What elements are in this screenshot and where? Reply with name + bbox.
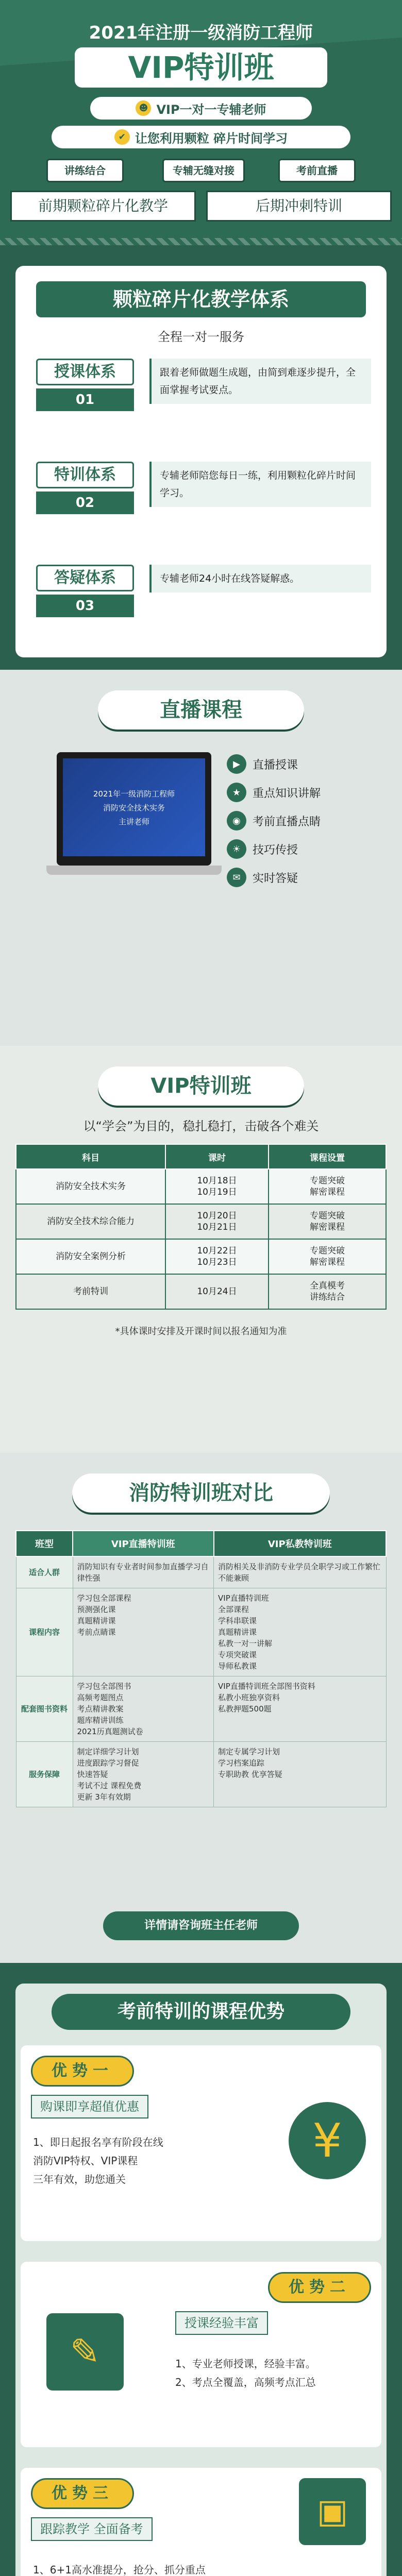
teacher-board-icon: ✎ [46, 2313, 124, 2391]
vip-note: *具体课时安排及开课时间以报名通知为准 [115, 1326, 287, 1337]
screen-line: 消防安全技术实务 [103, 803, 165, 812]
advantage-body [175, 2354, 316, 2392]
live-feature [227, 837, 298, 861]
table-header-row [16, 1531, 386, 1556]
table-cell: 消防安全技术综合能力 [16, 1204, 165, 1239]
table-header: VIP私教特训班 [214, 1531, 386, 1556]
table-cell: 10月18日 10月19日 [165, 1169, 269, 1204]
vip-title: VIP特训班 [98, 1066, 304, 1106]
laptop-screen [63, 758, 205, 856]
live-title: 直播课程 [98, 690, 304, 730]
thumbs-up-icon: ✔ [114, 129, 130, 145]
system-item-name: 特训体系 [36, 462, 134, 488]
table-header: 课时 [165, 1144, 269, 1169]
live-feature-label: 考前直播点睛 [253, 815, 321, 828]
compare-title: 消防特训班对比 [72, 1473, 330, 1513]
advantage-line: 1、专业老师授课，经验丰富。 [175, 2358, 316, 2370]
live-feature [227, 781, 321, 804]
compare-section [0, 1453, 402, 1963]
laptop-illustration [57, 752, 211, 866]
table-cell: 专题突破 解密课程 [269, 1204, 386, 1239]
system-title: 颗粒碎片化教学体系 [36, 281, 366, 317]
star-icon: ★ [227, 783, 246, 802]
row-label: 服务保障 [16, 1742, 73, 1807]
table-header: VIP直播特训班 [73, 1531, 214, 1556]
table-cell: 专题突破 解密课程 [269, 1239, 386, 1274]
system-item-desc: 专辅老师24小时在线答疑解惑。 [149, 565, 371, 592]
hero-stripe [0, 238, 402, 245]
laptop-base [46, 866, 222, 875]
hero-tag: 专辅无缝对接 [162, 159, 245, 182]
live-feature [227, 752, 298, 776]
table-row [16, 1556, 386, 1588]
row-label: 课程内容 [16, 1588, 73, 1676]
advantage-tag: 优势三 [31, 2478, 134, 2509]
teaching-system-section [0, 245, 402, 670]
table-header-row [16, 1144, 386, 1169]
table-cell: 制定详细学习计划 进度跟踪学习督促 快速答疑 考试不过 课程免费 更新 3年有效期 [73, 1742, 214, 1807]
table-row [16, 1588, 386, 1676]
vip-subtitle: 以“学会”为目的，稳扎稳打，击破各个难关 [83, 1119, 319, 1133]
system-subtitle: 全程一对一服务 [158, 330, 244, 344]
advantage-item [21, 2468, 381, 2576]
advantages-title: 考前特训的课程优势 [52, 1994, 350, 2030]
advantage-subtitle: 跟踪教学 全面备考 [31, 2517, 153, 2541]
advantage-line: 消防VIP特权、VIP课程 [33, 2155, 138, 2167]
hero-tag: 讲练结合 [46, 159, 124, 182]
advantage-line: 1、6+1高水准提分，抢分、抓分重点 [33, 2564, 206, 2576]
system-item-name: 授课体系 [36, 359, 134, 385]
advantage-item [21, 2262, 381, 2447]
table-cell: 考前特训 [16, 1274, 165, 1309]
table-cell: 学习包全部课程 预测强化课 真题精讲课 考前点睛课 [73, 1588, 214, 1676]
system-item [36, 565, 371, 626]
classroom-icon: ▣ [299, 2478, 366, 2545]
hero-pill-teacher [90, 97, 312, 120]
hero-box: 后期冲刺特训 [206, 191, 392, 222]
lightbulb-icon: ☀ [227, 839, 246, 859]
play-icon: ▶ [227, 754, 246, 774]
hero-pill-teacher-text: VIP一对一专辅老师 [156, 102, 266, 117]
table-cell: 10月22日 10月23日 [165, 1239, 269, 1274]
table-row [16, 1742, 386, 1807]
hero-pill-time [52, 126, 350, 148]
hero-pill-time-text: 让您利用颗粒 碎片时间学习 [135, 131, 288, 146]
advantage-subtitle: 授课经验丰富 [175, 2311, 268, 2335]
hero-tag: 考前直播 [278, 159, 356, 182]
table-cell: 全真模考 讲练结合 [269, 1274, 386, 1309]
advantage-body [33, 2561, 368, 2576]
table-cell: VIP直播特训班全部图书资料 私教小班独享资料 私教押题500题 [214, 1676, 386, 1742]
table-cell: 专题突破 解密课程 [269, 1169, 386, 1204]
table-row [16, 1239, 386, 1274]
table-header: 科目 [16, 1144, 165, 1169]
table-header: 课程设置 [269, 1144, 386, 1169]
table-row [16, 1169, 386, 1204]
system-item-desc: 跟着老师做题生成题，由简到难逐步提升，全面掌握考试要点。 [149, 359, 371, 404]
chat-icon: ✉ [227, 868, 246, 887]
system-item-name: 答疑体系 [36, 565, 134, 591]
table-cell: VIP直播特训班 全部课程 学科串联课 真题精讲课 私教一对一讲解 专项突破课 导师私教课 [214, 1588, 386, 1676]
advantage-tag: 优势一 [31, 2056, 134, 2087]
hero-super-title: 2021年注册一级消防工程师 [89, 23, 313, 43]
table-cell: 消防相关及非消防专业学员全职学习或工作繁忙不能兼顾 [214, 1556, 386, 1588]
vip-section [0, 1046, 402, 1453]
hero-title: VIP特训班 [75, 47, 327, 88]
system-item-desc: 专辅老师陪您每日一练，利用颗粒化碎片时间学习。 [149, 462, 371, 507]
screen-line: 2021年一级消防工程师 [93, 789, 175, 799]
advantage-line: 1、即日起报名享有阶段在线 [33, 2136, 163, 2148]
advantage-tag: 优势二 [268, 2272, 371, 2303]
system-item [36, 462, 371, 523]
table-cell: 消防知识有专业者时间参加直播学习自律性强 [73, 1556, 214, 1588]
consult-teacher-button[interactable]: 详情请咨询班主任老师 [103, 1911, 299, 1940]
target-icon: ◉ [227, 811, 246, 831]
system-item-num: 03 [36, 595, 134, 617]
advantage-body [33, 2133, 163, 2189]
live-feature [227, 809, 321, 833]
table-cell: 10月20日 10月21日 [165, 1204, 269, 1239]
system-item-num: 02 [36, 492, 134, 514]
system-item-num: 01 [36, 388, 134, 411]
compare-table [15, 1530, 387, 1807]
system-card [15, 266, 387, 657]
yuan-coin-icon: ¥ [289, 2102, 366, 2179]
live-feature-label: 技巧传授 [253, 843, 298, 857]
row-label: 配套图书资料 [16, 1676, 73, 1742]
hero-box: 前期颗粒碎片化教学 [10, 191, 196, 222]
advantage-line: 三年有效，助您通关 [33, 2173, 126, 2185]
system-item [36, 359, 371, 420]
screen-line: 主讲老师 [118, 817, 149, 826]
advantage-item [21, 2045, 381, 2241]
table-row [16, 1676, 386, 1742]
row-label: 适合人群 [16, 1556, 73, 1588]
teacher-icon: ☻ [136, 100, 151, 116]
live-feature [227, 866, 298, 889]
live-feature-label: 实时答疑 [253, 872, 298, 885]
live-course-section [0, 670, 402, 1046]
vip-schedule-table [15, 1144, 387, 1310]
live-feature-label: 直播授课 [253, 758, 298, 772]
table-cell: 消防安全技术实务 [16, 1169, 165, 1204]
table-header: 班型 [16, 1531, 73, 1556]
advantage-line: 2、考点全覆盖，高频考点汇总 [175, 2376, 316, 2388]
table-cell: 制定专属学习计划 学习档案追踪 专职助教 优享答疑 [214, 1742, 386, 1807]
table-cell: 消防安全案例分析 [16, 1239, 165, 1274]
table-cell: 学习包全部图书 高频考题图点 考点精讲教案 题库精讲训练 2021历真题测试卷 [73, 1676, 214, 1742]
advantage-subtitle: 购课即享超值优惠 [31, 2095, 148, 2119]
table-cell: 10月24日 [165, 1274, 269, 1309]
advantages-section [0, 1963, 402, 2576]
table-row [16, 1204, 386, 1239]
table-row [16, 1274, 386, 1309]
live-feature-label: 重点知识讲解 [253, 787, 321, 800]
